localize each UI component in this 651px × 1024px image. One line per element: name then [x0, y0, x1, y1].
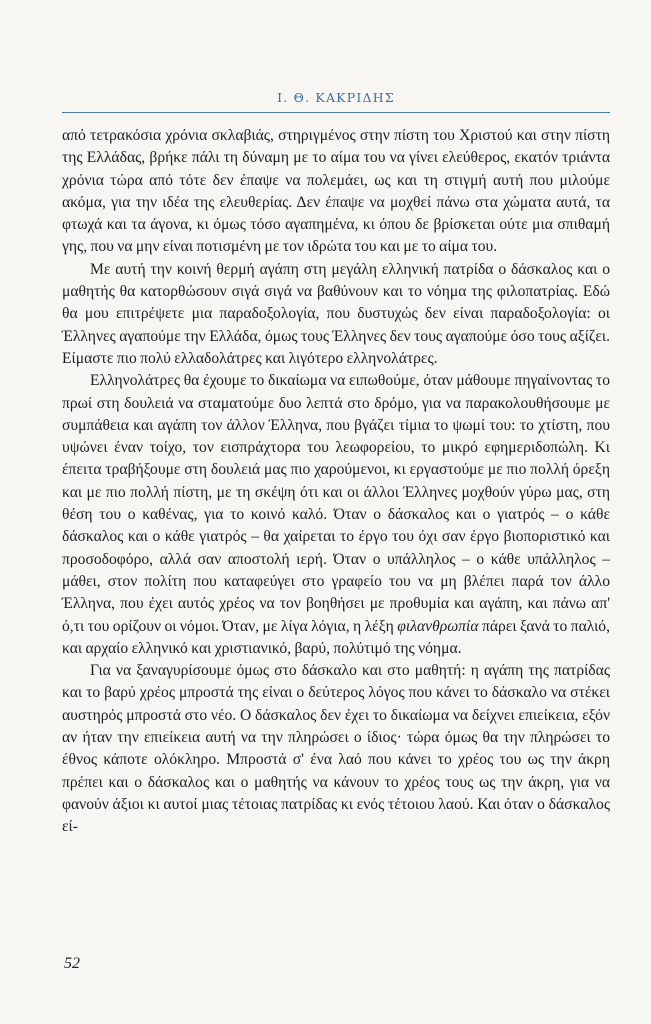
paragraph-3-emphasis: φιλανθρωπία [397, 617, 479, 635]
paragraph-3-text-before: Ελληνολάτρες θα έχουμε το δικαίωμα να ειπωθούμε, όταν μάθουμε πηγαίνοντας το πρωί στη δουλειά να σταματούμε δυο λεπτά στο δρόμο, για να παρακολουθήσουμε με συμπάθεια και αγάπη τον άλλον Έλληνα, που βγάζει τίμια το ψωμί του: το χτίστη, που υψώνει έναν τοίχο, τον εισπράχτορα του λεωφορείου, το μικρό εφημεριδοπώλη. Κι έπειτα τραβήξουμε στη δουλειά μας πιο χαρούμενοι, κι εργαστούμε με πιο πολλή όρεξη και με πιο πολλή πίστη, με τη σκέψη ότι και οι άλλοι Έλληνες μοχθούν γύρω μας, στη θέση του ο καθένας, για το κοινό καλό. Όταν ο δάσκαλος και ο γιατρός – ο κάθε δάσκαλος και ο κάθε γιατρός – θα χαίρεται το έργο του όχι σαν έργο βιοποριστικό και προσοδοφόρο, αλλά σαν αποστολή ιερή. Όταν ο υπάλληλος – ο κάθε υπάλληλος – μάθει, στον πολίτη που καταφεύγει στο γραφείο του να μη βλέπει παρά τον άλλο Έλληνα, που έχει αυτός χρέος να τον βοηθήσει με προθυμία και αγάπη, και πάνω απ' ό,τι του ορίζουν οι νόμοι. Όταν, με λίγα λόγια, η λέξη [62, 372, 610, 635]
paragraph-1: από τετρακόσια χρόνια σκλαβιάς, στηριγμένος στην πίστη του Χριστού και στην πίστη της Ελλάδας, βρήκε πάλι τη δύναμη με το αίμα του να γίνει ελεύθερος, εκατόν τριάντα χρόνια τώρα από τότε δεν έπαψε να πολεμάει, ως και τη στιγμή αυτή που μιλούμε ακόμα, για την ιδέα της ελευθερίας. Δεν έπαψε να μοχθεί πάνω στα χώματα αυτά, τα φτωχά και τα άγονα, κι όμως τόσο αγαπημένα, κι όπου δε βρίσκεται ούτε μια σπιθαμή γης, που να μην είναι ποτισμένη με τον ιδρώτα του και με το αίμα του. [62, 127, 610, 256]
body-text [62, 125, 610, 839]
running-header-author: Ι. Θ. ΚΑΚΡΙΔΗΣ [277, 90, 395, 105]
page-number: 52 [64, 955, 80, 972]
paragraph-4: Για να ξαναγυρίσουμε όμως στο δάσκαλο και στο μαθητή: η αγάπη της πατρίδας και το βαρύ χρέος μπροστά της είναι ο δεύτερος λόγος που κάνει το δάσκαλο να στέκει αυστηρός μπροστά στο νέο. Ο δάσκαλος δεν έχει το δικαίωμα να δείχνει επιείκεια, εξόν αν ήταν την επιείκεια αυτή να την πληρώσει ο ίδιος· τώρα όμως θα την πληρώσει το έθνος κάποτε ολόκληρο. Μπροστά σ' ένα λαό που κάνει το χρέος του ως την άκρη πρέπει και ο δάσκαλος και ο μαθητής να κάνουν το χρέος τους ως την άκρη, για να φανούν άξιοι κι αυτοί μιας τέτοιας πατρίδας κι ενός τέτοιου λαού. Και όταν ο δάσκαλος εί- [62, 662, 610, 836]
paragraph-3-text-after: πάρει ξανά το παλιό, και αρχαίο ελληνικό και χριστιανικό, βαρύ, πολύτιμό της νόημα. [62, 617, 611, 657]
paragraph-2: Με αυτή την κοινή θερμή αγάπη στη μεγάλη ελληνική πατρίδα ο δάσκαλος και ο μαθητής θα κατορθώσουν σιγά σιγά να βαθύνουν και το νόημα της φιλοπατρίας. Εδώ θα μου επιτρέψετε μια παραδοξολογία, που δυστυχώς δεν είναι παραδοξολογία: οι Έλληνες αγαπούμε την Ελλάδα, όμως τους Έλληνες δεν τους αγαπούμε όσο τους αξίζει. Είμαστε πιο πολύ ελλαδολάτρες και λιγότερο ελληνολάτρες. [62, 260, 610, 367]
header-rule [62, 112, 610, 113]
paragraph-3 [62, 370, 610, 660]
